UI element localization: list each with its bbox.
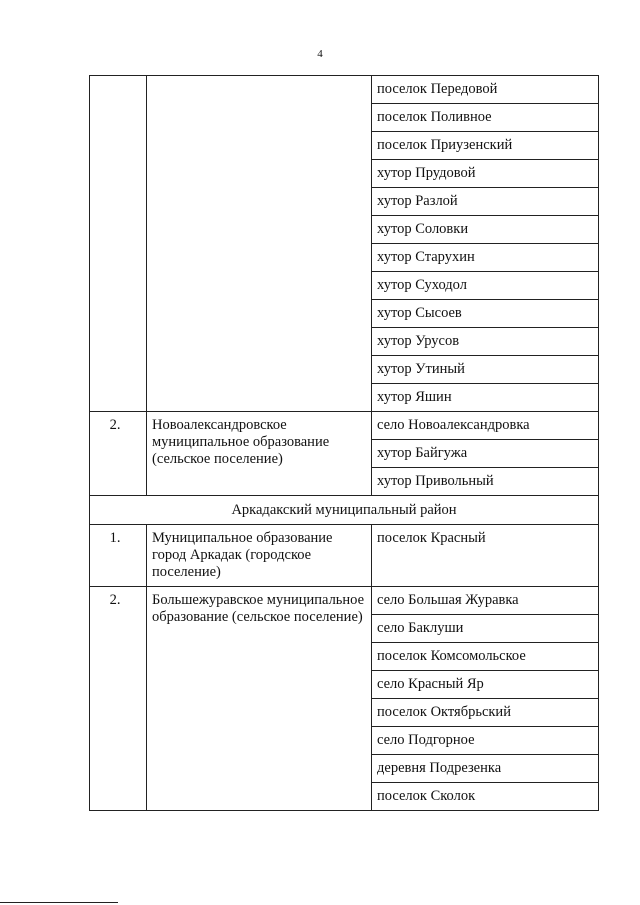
- page-number: 4: [317, 48, 323, 60]
- district-heading: Аркадакский муниципальный район: [90, 496, 599, 525]
- number-cell: [90, 76, 147, 412]
- settlement-cell: деревня Подрезенка: [372, 755, 599, 783]
- settlement-cell: хутор Утиный: [372, 356, 599, 384]
- settlement-cell: поселок Октябрьский: [372, 699, 599, 727]
- table-row: [90, 525, 599, 587]
- settlement-cell: хутор Разлой: [372, 188, 599, 216]
- table-row: [90, 412, 599, 440]
- settlement-cell: поселок Передовой: [372, 76, 599, 104]
- settlement-cell: село Баклуши: [372, 615, 599, 643]
- settlement-cell: село Красный Яр: [372, 671, 599, 699]
- settlement-cell: поселок Поливное: [372, 104, 599, 132]
- municipality-cell: [147, 76, 372, 412]
- settlement-cell: село Новоалександровка: [372, 412, 599, 440]
- table-row: [90, 587, 599, 615]
- settlement-cell: хутор Привольный: [372, 468, 599, 496]
- municipality-name: Муниципальное образование город Аркадак (городское поселение): [147, 525, 372, 587]
- settlement-cell: хутор Яшин: [372, 384, 599, 412]
- settlement-cell: поселок Приузенский: [372, 132, 599, 160]
- municipality-name: Большежуравское муниципальное образование (сельское поселение): [147, 587, 372, 811]
- settlement-cell: село Подгорное: [372, 727, 599, 755]
- table-row: [90, 496, 599, 525]
- settlement-cell: хутор Байгужа: [372, 440, 599, 468]
- table-row: [90, 76, 599, 104]
- municipality-name: Новоалександровское муниципальное образование (сельское поселение): [147, 412, 372, 496]
- settlement-cell: хутор Сысоев: [372, 300, 599, 328]
- row-number: 1.: [90, 525, 147, 587]
- settlement-cell: хутор Суходол: [372, 272, 599, 300]
- settlement-cell: хутор Прудовой: [372, 160, 599, 188]
- settlement-cell: село Большая Журавка: [372, 587, 599, 615]
- settlement-cell: хутор Урусов: [372, 328, 599, 356]
- row-number: 2.: [90, 587, 147, 811]
- settlements-table: [89, 75, 599, 811]
- settlement-cell: поселок Сколок: [372, 783, 599, 811]
- settlement-cell: хутор Соловки: [372, 216, 599, 244]
- settlement-cell: поселок Комсомольское: [372, 643, 599, 671]
- settlement-cell: хутор Старухин: [372, 244, 599, 272]
- settlement-cell: поселок Красный: [372, 525, 599, 587]
- row-number: 2.: [90, 412, 147, 496]
- footnote-separator: [0, 902, 118, 903]
